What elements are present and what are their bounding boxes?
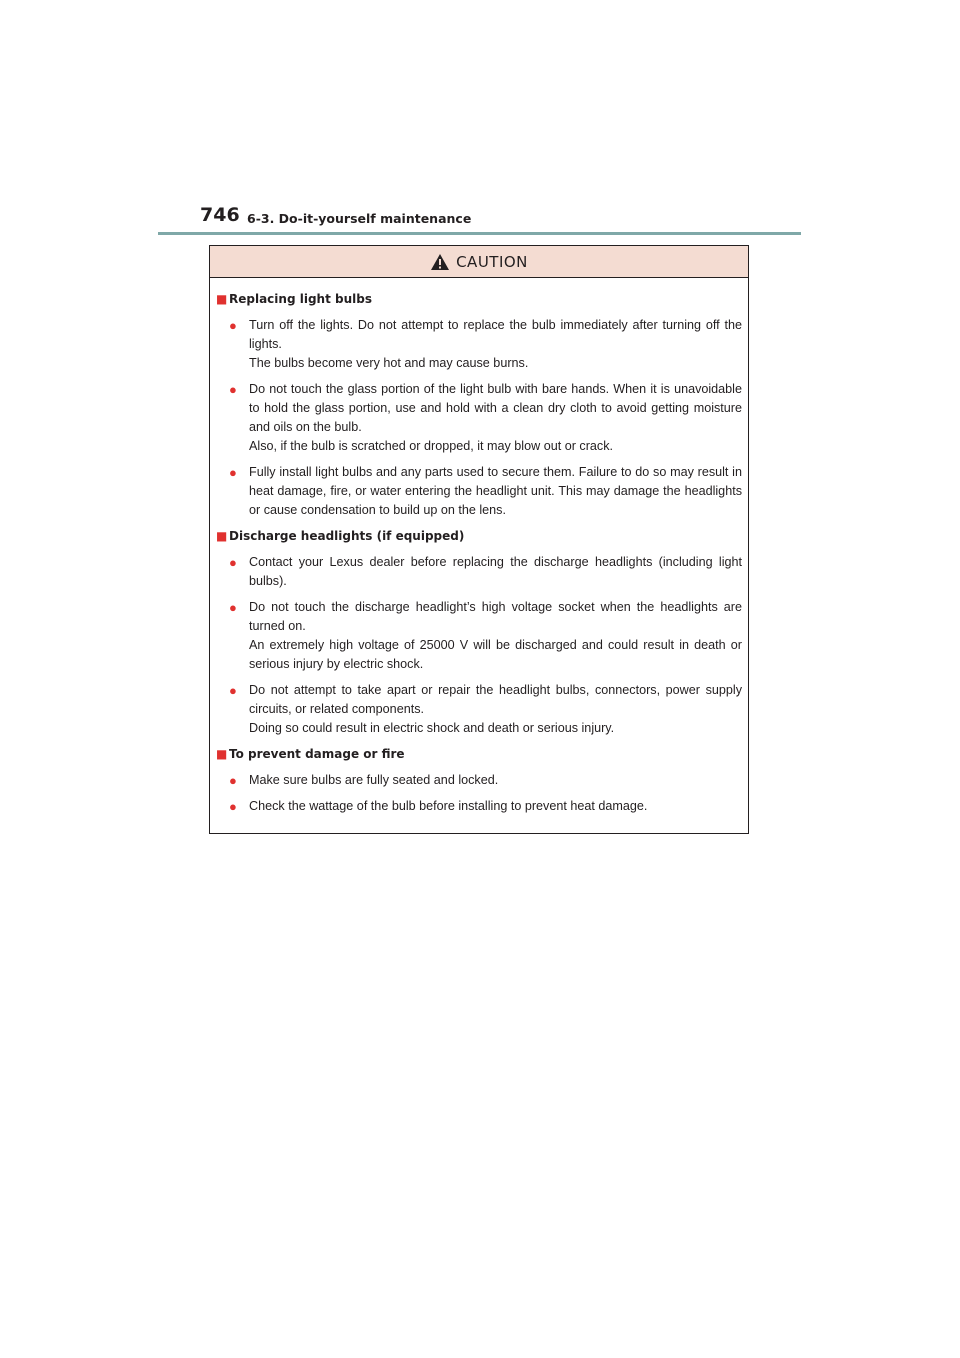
paragraph: An extremely high voltage of 25000 V will be discharged and could result in death or serious injury by electric shock. [249,638,742,671]
section-heading-text: Replacing light bulbs [229,292,372,306]
paragraph: Fully install light bulbs and any parts used to secure them. Failure to do so may result in heat damage, fire, or water entering the headlight unit. This may damage the headlights or cause condensation to build up on the lens. [249,465,742,517]
paragraph: Contact your Lexus dealer before replacing the discharge headlights (including light bulbs). [249,555,742,588]
circle-bullet-icon: ● [229,465,237,480]
circle-bullet-icon: ● [229,683,237,698]
list-item [229,797,742,816]
paragraph: Turn off the lights. Do not attempt to replace the bulb immediately after turning off the lights. [249,318,742,351]
list-item-text [249,681,742,738]
list-item-text [249,797,742,816]
paragraph: Make sure bulbs are fully seated and locked. [249,773,499,787]
square-bullet-icon: ■ [216,529,228,543]
caution-box [209,245,749,834]
list-item-text [249,553,742,591]
paragraph: Also, if the bulb is scratched or dropped, it may blow out or crack. [249,439,613,453]
page-header [200,204,800,230]
list-item-text [249,316,742,373]
circle-bullet-icon: ● [229,600,237,615]
list-item-text [249,771,742,790]
list-item [229,380,742,456]
square-bullet-icon: ■ [216,292,228,306]
paragraph: Do not touch the glass portion of the light bulb with bare hands. When it is unavoidable to hold the glass portion, use and hold with a clean dry cloth to avoid getting moisture and oils on the bulb. [249,382,742,434]
caution-section [216,745,742,816]
list-item [229,681,742,738]
caution-section [216,527,742,738]
caution-label: CAUTION [456,252,528,271]
caution-header [210,246,748,278]
paragraph: The bulbs become very hot and may cause burns. [249,356,529,370]
paragraph: Do not touch the discharge headlight’s high voltage socket when the headlights are turned on. [249,600,742,633]
section-heading [216,527,742,546]
square-bullet-icon: ■ [216,747,228,761]
paragraph: Doing so could result in electric shock and death or serious injury. [249,721,615,735]
circle-bullet-icon: ● [229,555,237,570]
paragraph: Check the wattage of the bulb before installing to prevent heat damage. [249,799,648,813]
circle-bullet-icon: ● [229,382,237,397]
circle-bullet-icon: ● [229,773,237,788]
caution-section [216,290,742,520]
list-item [229,316,742,373]
header-rule [158,232,801,235]
list-item [229,463,742,520]
caution-body [210,278,748,816]
list-item-text [249,598,742,674]
paragraph: Do not attempt to take apart or repair the headlight bulbs, connectors, power supply circuits, or related components. [249,683,742,716]
list-item [229,553,742,591]
list-item [229,771,742,790]
list-item-text [249,463,742,520]
circle-bullet-icon: ● [229,318,237,333]
section-heading-text: Discharge headlights (if equipped) [229,529,465,543]
warning-triangle-icon [430,253,450,271]
circle-bullet-icon: ● [229,799,237,814]
section-heading [216,745,742,764]
page-number: 746 [200,204,240,226]
section-heading [216,290,742,309]
section-heading-text: To prevent damage or fire [229,747,405,761]
list-item-text [249,380,742,456]
section-title: 6-3. Do-it-yourself maintenance [247,211,472,226]
list-item [229,598,742,674]
